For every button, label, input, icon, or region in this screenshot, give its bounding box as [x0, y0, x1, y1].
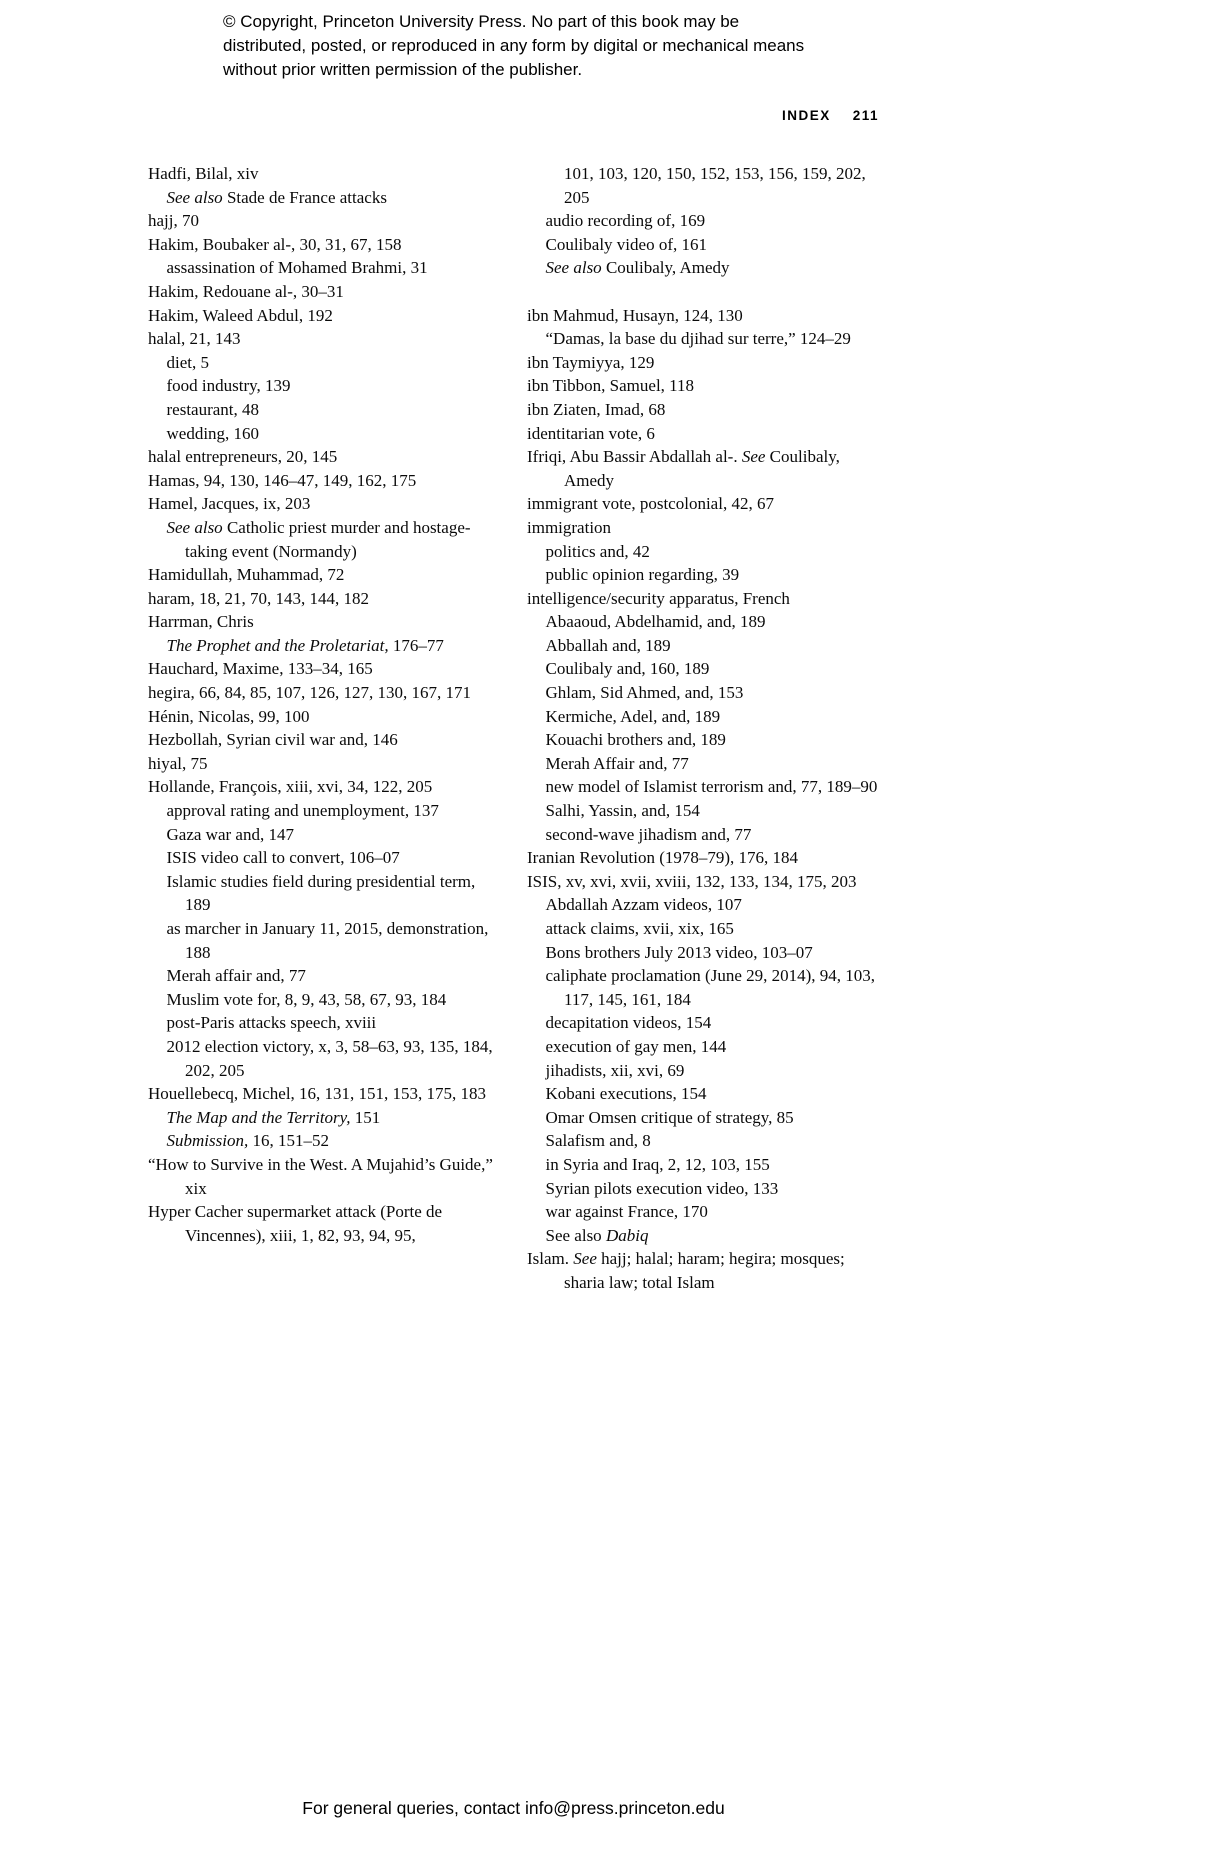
index-entry [148, 162, 500, 186]
index-entry-text: ibn Taymiyya, 129 [527, 352, 655, 372]
index-entry-text: 151 [350, 1107, 381, 1127]
index-entry-text: jihadists, xii, xvi, 69 [545, 1060, 685, 1080]
index-entry [527, 1082, 879, 1106]
index-entry-text: hajj, 70 [148, 211, 199, 231]
index-entry-text: hiyal, 75 [148, 753, 208, 773]
index-entry [148, 398, 500, 422]
index-entry-text: immigration [527, 517, 612, 537]
index-entry-text: ISIS video call to convert, 106–07 [166, 848, 400, 868]
index-entry [527, 374, 879, 398]
index-entry [527, 823, 879, 847]
index-entry [527, 233, 879, 257]
index-column-right [527, 162, 879, 1295]
index-column-left [148, 162, 500, 1295]
index-entry-text: Ifriqi, Abu Bassir Abdallah al-. [527, 447, 742, 467]
index-entry [527, 1153, 879, 1177]
index-entry-text: identitarian vote, 6 [527, 423, 655, 443]
index-entry [527, 610, 879, 634]
index-entry [148, 1082, 500, 1106]
index-entry-text: Hakim, Redouane al-, 30–31 [148, 281, 344, 301]
index-entry [148, 1011, 500, 1035]
footer-query-note: For general queries, contact info@press.princeton.edu [302, 1798, 725, 1818]
index-entry-text: Gaza war and, 147 [166, 824, 294, 844]
index-entry-text: Hakim, Boubaker al-, 30, 31, 67, 158 [148, 234, 402, 254]
index-entry-text: wedding, 160 [166, 423, 260, 443]
index-entry [527, 209, 879, 233]
index-entry [527, 1177, 879, 1201]
index-entry [527, 728, 879, 752]
index-entry [148, 634, 500, 658]
index-entry [527, 1224, 879, 1248]
index-entry [148, 917, 500, 964]
running-head-page-number: 211 [852, 108, 879, 123]
index-entry-text: Hakim, Waleed Abdul, 192 [148, 305, 333, 325]
index-entry-text: decapitation videos, 154 [545, 1013, 712, 1033]
index-entry-text: Hezbollah, Syrian civil war and, 146 [148, 730, 398, 750]
index-entry-text: Hamas, 94, 130, 146–47, 149, 162, 175 [148, 470, 417, 490]
index-entry-text: audio recording of, 169 [545, 211, 706, 231]
index-entry-text: See also [545, 1225, 606, 1245]
index-entry-text: Salhi, Yassin, and, 154 [545, 801, 700, 821]
index-entry [148, 846, 500, 870]
index-entry [527, 1106, 879, 1130]
index-entry-text: “Damas, la base du djihad sur terre,” 124–29 [545, 329, 851, 349]
index-entry-text: Ghlam, Sid Ahmed, and, 153 [545, 683, 744, 703]
index-entry [148, 256, 500, 280]
index-entry [527, 516, 879, 540]
index-entry-text: diet, 5 [166, 352, 209, 372]
index-entry [148, 870, 500, 917]
index-entry-text: Salafism and, 8 [545, 1131, 651, 1151]
index-entry-italic-text: The Prophet and the Proletariat, [166, 635, 389, 655]
index-entry [148, 233, 500, 257]
index-entry [527, 587, 879, 611]
index-entry [527, 1035, 879, 1059]
index-entry [148, 1153, 500, 1200]
index-entry [527, 492, 879, 516]
index-entry [527, 705, 879, 729]
index-entry-italic-text: The Map and the Territory, [166, 1107, 351, 1127]
index-entry-text: 2012 election victory, x, 3, 58–63, 93, 135, 184, 202, 205 [166, 1036, 493, 1080]
index-entry-text: haram, 18, 21, 70, 143, 144, 182 [148, 588, 369, 608]
index-entry [527, 964, 879, 1011]
copyright-notice: © Copyright, Princeton University Press. No part of this book may be distributed, posted, or reproduced in any form by digital or mechanical means without prior written permission of the publisher. [223, 12, 805, 79]
index-entry-text: ibn Mahmud, Husayn, 124, 130 [527, 305, 743, 325]
index-entry-text: Abdallah Azzam videos, 107 [545, 895, 742, 915]
index-entry-text: Kouachi brothers and, 189 [545, 730, 726, 750]
index-entry [148, 304, 500, 328]
index-entry-text: execution of gay men, 144 [545, 1036, 727, 1056]
index-entry-text: Merah Affair and, 77 [545, 753, 689, 773]
index-entry-text: Stade de France attacks [222, 187, 387, 207]
index-entry-text: Islam. [527, 1249, 574, 1269]
index-entry-text: 16, 151–52 [248, 1131, 329, 1151]
index-entry [148, 469, 500, 493]
index-entry-text: Coulibaly and, 160, 189 [545, 659, 710, 679]
index-entry [527, 681, 879, 705]
index-entry-text: “How to Survive in the West. A Mujahid’s Guide,” xix [148, 1154, 493, 1198]
index-entry [527, 563, 879, 587]
index-entry [148, 752, 500, 776]
index-entry [527, 256, 879, 280]
index-entry-text: Hadfi, Bilal, xiv [148, 164, 259, 183]
index-entry [527, 1129, 879, 1153]
index-entry-text: hegira, 66, 84, 85, 107, 126, 127, 130, 167, 171 [148, 683, 471, 703]
index-entry-text: new model of Islamist terrorism and, 77, 189–90 [545, 777, 878, 797]
index-entry-text: Coulibaly video of, 161 [545, 234, 707, 254]
index-entry [527, 752, 879, 776]
index-entry [148, 705, 500, 729]
index-entry [527, 1011, 879, 1035]
index-entry-text: restaurant, 48 [166, 399, 260, 419]
index-entry [527, 775, 879, 799]
index-entry [148, 681, 500, 705]
index-entry [527, 1200, 879, 1224]
index-entry [148, 799, 500, 823]
index-entry [148, 964, 500, 988]
index-entry [148, 351, 500, 375]
index-entry [148, 563, 500, 587]
index-entry-text: Hamel, Jacques, ix, 203 [148, 494, 311, 514]
index-entry-text: ibn Tibbon, Samuel, 118 [527, 376, 695, 396]
index-entry [148, 1035, 500, 1082]
index-entry [527, 540, 879, 564]
index-entry [527, 304, 879, 328]
index-entry-text: Syrian pilots execution video, 133 [545, 1178, 779, 1198]
index-entry [527, 445, 879, 492]
index-entry-text: attack claims, xvii, xix, 165 [545, 919, 734, 938]
index-entry [527, 422, 879, 446]
index-entry [527, 1059, 879, 1083]
index-entry [148, 492, 500, 516]
index-entry [148, 775, 500, 799]
index-entry [148, 1106, 500, 1130]
index-entry-text: Islamic studies field during presidential term, 189 [166, 871, 476, 915]
index-entry-text: public opinion regarding, 39 [545, 565, 740, 585]
index-entry-text: Abballah and, 189 [545, 635, 671, 655]
index-entry [148, 728, 500, 752]
index-entry-text: Bons brothers July 2013 video, 103–07 [545, 942, 813, 962]
index-entry [527, 657, 879, 681]
index-entry-text: post-Paris attacks speech, xviii [166, 1013, 377, 1033]
index-entry [148, 186, 500, 210]
index-entry [527, 351, 879, 375]
section-break [527, 280, 879, 304]
index-entry-text: Coulibaly, Amedy [601, 258, 730, 278]
index-entry [148, 587, 500, 611]
index-entry-text: Kermiche, Adel, and, 189 [545, 706, 721, 726]
index-entry [527, 941, 879, 965]
index-entry-italic-text: See also [545, 258, 602, 278]
index-entry [527, 870, 879, 894]
index-entry-text: in Syria and Iraq, 2, 12, 103, 155 [545, 1154, 770, 1174]
index-entry-text: Kobani executions, 154 [545, 1084, 707, 1104]
index-entry [148, 610, 500, 634]
index-entry-italic-text: See also [166, 187, 223, 207]
index-entry-italic-text: See also [166, 517, 223, 537]
index-entry [148, 988, 500, 1012]
index-entry [527, 634, 879, 658]
index-entry-text: Merah affair and, 77 [166, 966, 306, 986]
index-entry-text: Hamidullah, Muhammad, 72 [148, 565, 345, 585]
running-head-title: INDEX [781, 108, 831, 123]
index-entry [148, 1200, 500, 1247]
index-entry-italic-text: Dabiq [605, 1225, 649, 1245]
index-entry [148, 280, 500, 304]
index-entry-text: Hyper Cacher supermarket attack (Porte de Vincennes), xiii, 1, 82, 93, 94, 95, [148, 1202, 443, 1245]
index-entry [527, 799, 879, 823]
index-entry-text: food industry, 139 [166, 376, 291, 396]
index-entry-text: Coulibaly, Amedy [564, 447, 840, 490]
index-entry-text: Omar Omsen critique of strategy, 85 [545, 1107, 794, 1127]
index-entry [527, 162, 879, 209]
index-entry-text: Iranian Revolution (1978–79), 176, 184 [527, 848, 799, 868]
index-entry [148, 823, 500, 847]
index-entry-italic-text: See [573, 1249, 597, 1269]
index-entry-italic-text: Submission, [166, 1131, 249, 1151]
index-entry-text: hajj; halal; haram; hegira; mosques; sharia law; total Islam [564, 1249, 845, 1292]
index-entry-text: intelligence/security apparatus, French [527, 588, 790, 608]
index-entry-text: Muslim vote for, 8, 9, 43, 58, 67, 93, 184 [166, 989, 447, 1009]
index-entry-text: second-wave jihadism and, 77 [545, 824, 752, 844]
index-entry-text: Catholic priest murder and hostage-taking event (Normandy) [185, 517, 471, 561]
index-entry [527, 398, 879, 422]
index-entry [148, 374, 500, 398]
index-entry-italic-text: See [741, 447, 766, 467]
index-entry-text: Houellebecq, Michel, 16, 131, 151, 153, 175, 183 [148, 1084, 487, 1104]
index-entry-text: Hollande, François, xiii, xvi, 34, 122, 205 [148, 777, 433, 797]
index-entry [148, 1129, 500, 1153]
index-entry-text: Harrman, Chris [148, 612, 254, 632]
index-entry [527, 893, 879, 917]
index-entry-text: approval rating and unemployment, 137 [166, 801, 439, 821]
index-entry [148, 209, 500, 233]
index-entry-text: Hénin, Nicolas, 99, 100 [148, 706, 310, 726]
index-entry-text: ISIS, xv, xvi, xvii, xviii, 132, 133, 134, 175, 203 [527, 871, 857, 891]
index-entry-text: Abaaoud, Abdelhamid, and, 189 [545, 612, 766, 632]
index-entry-text: ibn Ziaten, Imad, 68 [527, 399, 666, 419]
index-entry-text: war against France, 170 [545, 1202, 708, 1222]
running-head [148, 108, 879, 123]
index-entry-text: politics and, 42 [545, 541, 650, 561]
index-entry [527, 327, 879, 351]
index-entry-text: caliphate proclamation (June 29, 2014), 94, 103, 117, 145, 161, 184 [545, 966, 876, 1009]
index-entry-text: 176–77 [388, 635, 444, 655]
index-entry-text: assassination of Mohamed Brahmi, 31 [166, 258, 428, 278]
index-entry [527, 1247, 879, 1294]
index-entry-text: halal, 21, 143 [148, 329, 241, 349]
index-entry [148, 327, 500, 351]
index-body [148, 162, 879, 1295]
index-entry-text: 101, 103, 120, 150, 152, 153, 156, 159, 202, 205 [564, 164, 866, 207]
index-entry [148, 445, 500, 469]
index-entry-text: halal entrepreneurs, 20, 145 [148, 447, 338, 467]
index-entry-text: Hauchard, Maxime, 133–34, 165 [148, 659, 373, 679]
index-entry [527, 846, 879, 870]
index-entry [148, 422, 500, 446]
index-entry [148, 657, 500, 681]
index-entry [527, 917, 879, 941]
index-entry [148, 516, 500, 563]
index-entry-text: immigrant vote, postcolonial, 42, 67 [527, 494, 774, 514]
index-entry-text: as marcher in January 11, 2015, demonstration, 188 [166, 919, 489, 962]
